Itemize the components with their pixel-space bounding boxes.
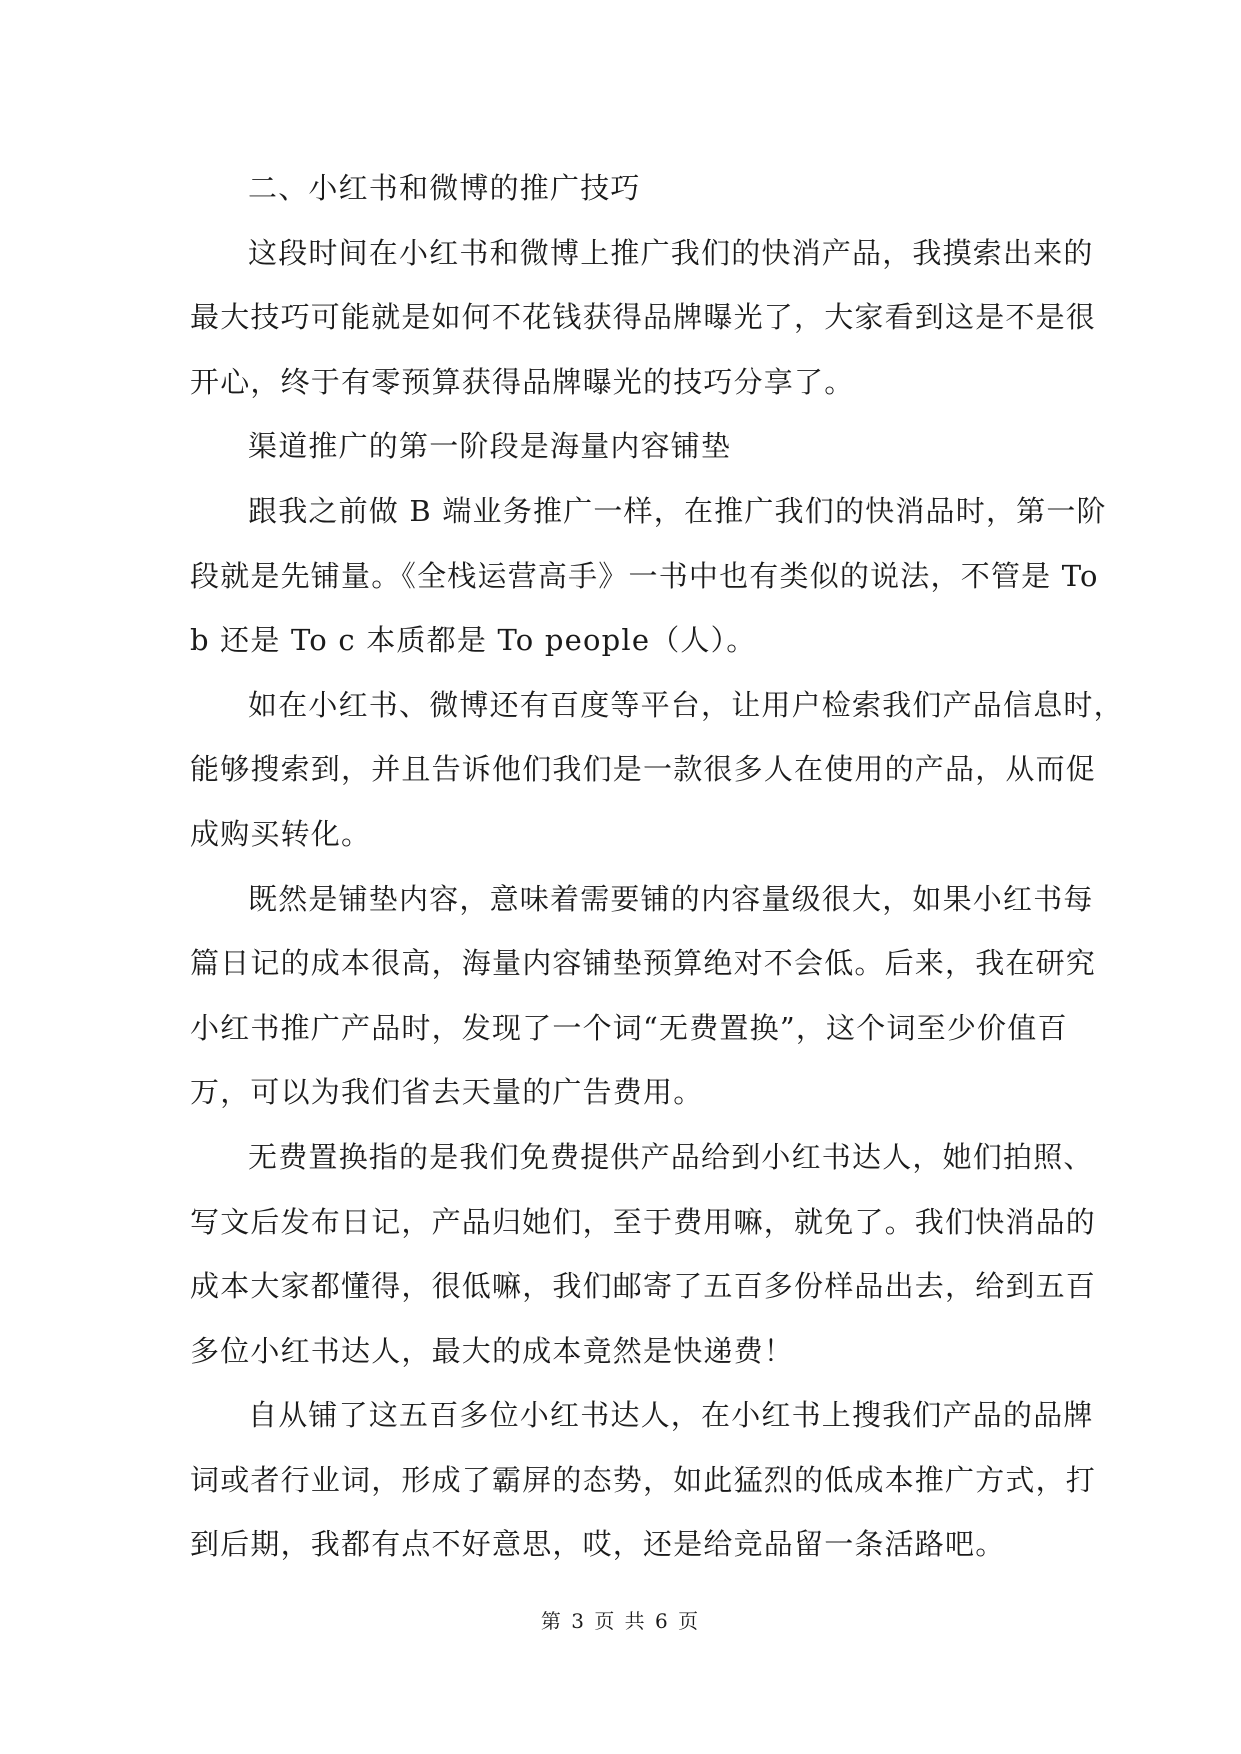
text-line: 小红书推广产品时，发现了一个词“无费置换”，这个词至少价值百 <box>190 1010 1068 1045</box>
text-line: 开心，终于有零预算获得品牌曝光的技巧分享了。 <box>190 364 855 399</box>
paragraph-first-line: 自从铺了这五百多位小红书达人，在小红书上搜我们产品的品牌 <box>248 1398 1094 1433</box>
text-line: 成购买转化。 <box>190 816 372 851</box>
paragraph-first-line: 无费置换指的是我们免费提供产品给到小红书达人，她们拍照、 <box>248 1139 1094 1174</box>
paragraph-first-line: 既然是铺垫内容，意味着需要铺的内容量级很大，如果小红书每 <box>248 881 1094 916</box>
paragraph-first-line: 跟我之前做 B 端业务推广一样，在推广我们的快消品时，第一阶 <box>248 493 1107 528</box>
document-body <box>190 156 1124 1577</box>
paragraph-first-line: 渠道推广的第一阶段是海量内容铺垫 <box>248 429 732 464</box>
paragraph-first-line: 如在小红书、微博还有百度等平台，让用户检索我们产品信息时， <box>248 687 1124 722</box>
page-number-footer: 第 3 页 共 6 页 <box>540 1609 701 1633</box>
text-line: 段就是先铺量。《全栈运营高手》一书中也有类似的说法，不管是 To <box>190 558 1099 593</box>
text-line: b 还是 To c 本质都是 To people（人）。 <box>190 623 757 658</box>
paragraph-first-line: 这段时间在小红书和微博上推广我们的快消产品，我摸索出来的 <box>248 235 1094 270</box>
text-line: 万，可以为我们省去天量的广告费用。 <box>190 1075 704 1110</box>
text-line: 写文后发布日记，产品归她们，至于费用嘛，就免了。我们快消品的 <box>190 1204 1097 1239</box>
text-line: 最大技巧可能就是如何不花钱获得品牌曝光了，大家看到这是不是很 <box>190 300 1097 335</box>
text-line: 多位小红书达人，最大的成本竟然是快递费！ <box>190 1333 795 1368</box>
text-line: 成本大家都懂得，很低嘛，我们邮寄了五百多份样品出去，给到五百 <box>190 1269 1097 1304</box>
paragraph-first-line: 二、小红书和微博的推广技巧 <box>248 171 641 205</box>
text-line: 到后期，我都有点不好意思，哎，还是给竞品留一条活路吧。 <box>190 1527 1006 1562</box>
text-line: 词或者行业词，形成了霸屏的态势，如此猛烈的低成本推广方式，打 <box>190 1462 1097 1497</box>
text-line: 能够搜索到，并且告诉他们我们是一款很多人在使用的产品，从而促 <box>190 752 1097 787</box>
text-line: 篇日记的成本很高，海量内容铺垫预算绝对不会低。后来，我在研究 <box>190 946 1097 981</box>
